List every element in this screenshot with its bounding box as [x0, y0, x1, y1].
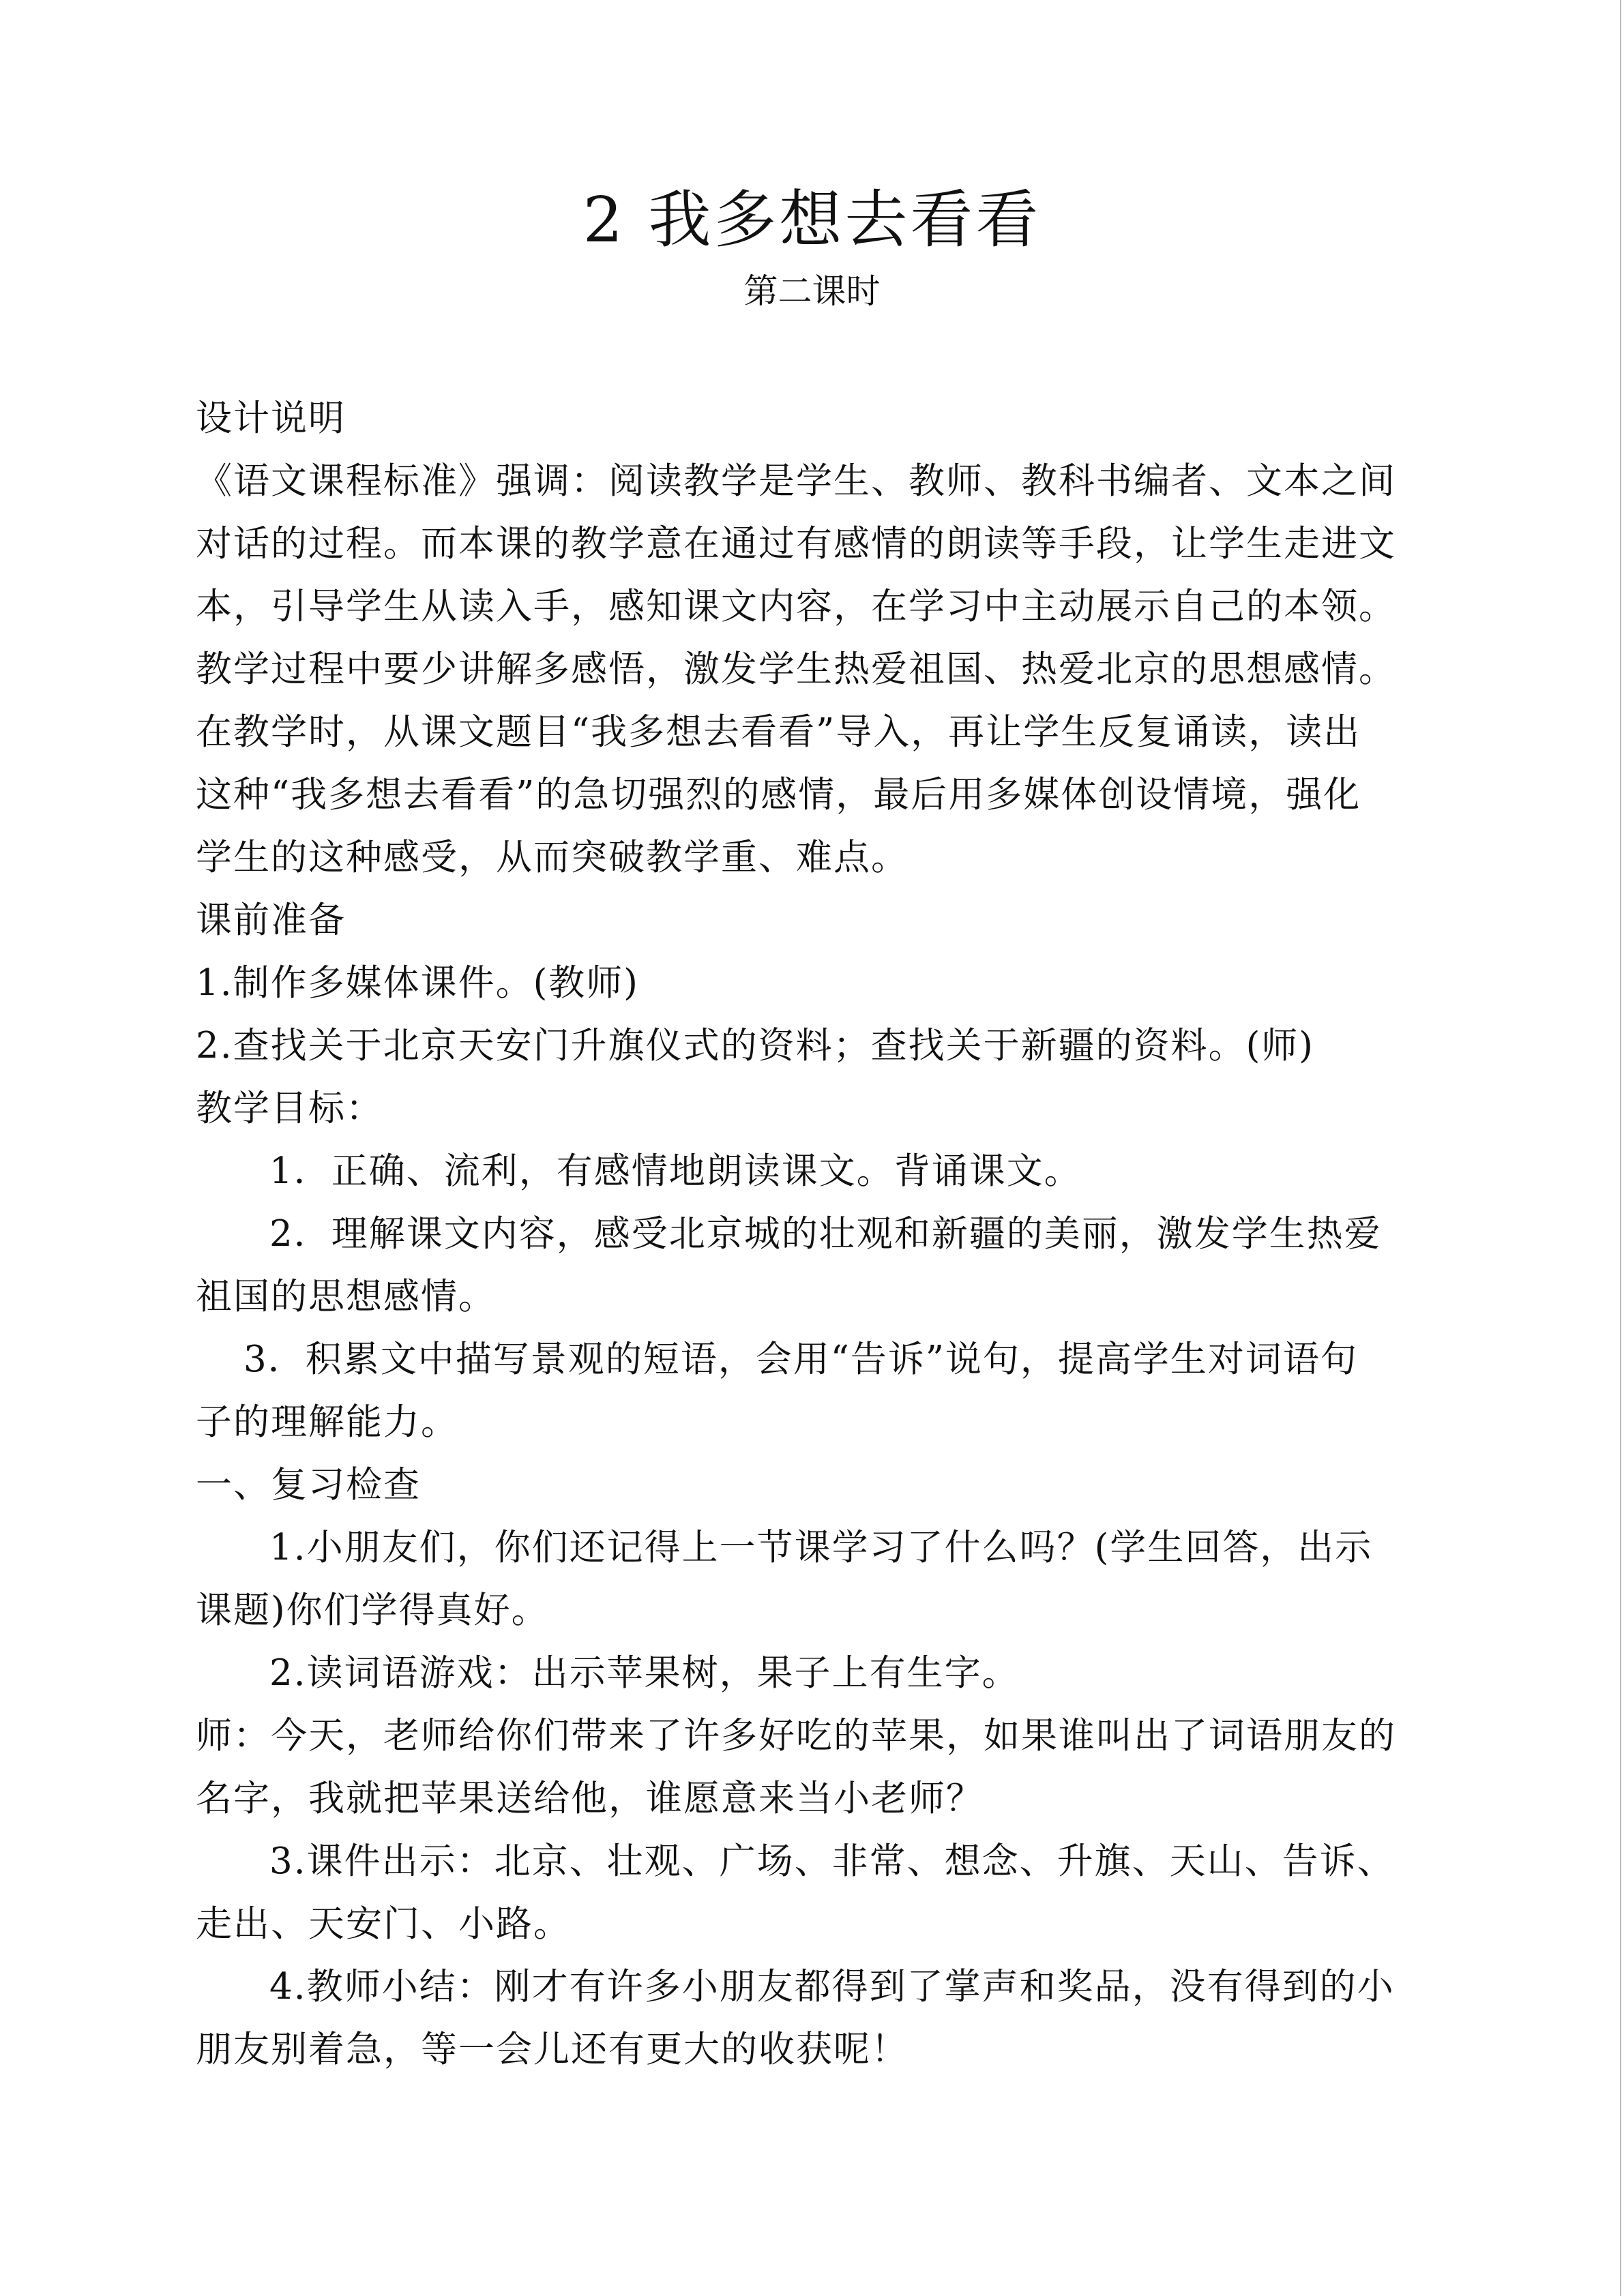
document-subtitle: 第二课时 — [743, 271, 881, 311]
text-line: 名字，我就把苹果送给他，谁愿意来当小老师？ — [196, 1778, 984, 1819]
document-title: 2 我多想去看看 — [582, 183, 1042, 256]
text-line: 课前准备 — [196, 899, 346, 941]
text-line: 4.教师小结：刚才有许多小朋友都得到了掌声和奖品，没有得到的小 — [269, 1966, 1395, 2008]
text-line: 走出、天安门、小路。 — [196, 1903, 571, 1945]
page-edge-line — [1620, 0, 1621, 2296]
text-line: 教学目标： — [196, 1088, 383, 1129]
text-line: 学生的这种感受，从而突破教学重、难点。 — [196, 837, 909, 878]
text-line: 一、复习检查 — [196, 1464, 421, 1506]
document-body — [196, 387, 1423, 2081]
text-line: 对话的过程。而本课的教学意在通过有感情的朗读等手段，让学生走进文 — [196, 523, 1396, 565]
text-line: 2.查找关于北京天安门升旗仪式的资料；查找关于新疆的资料。(师) — [196, 1025, 1314, 1067]
text-line: 1.制作多媒体课件。(教师) — [196, 962, 639, 1004]
text-line: 课题)你们学得真好。 — [196, 1590, 549, 1631]
text-line: 1．正确、流利，有感情地朗读课文。背诵课文。 — [269, 1150, 1082, 1192]
text-line: 祖国的思想感情。 — [196, 1276, 496, 1317]
text-line: 在教学时，从课文题目“我多想去看看”导入，再让学生反复诵读，读出 — [196, 711, 1361, 753]
text-line: 教学过程中要少讲解多感悟，激发学生热爱祖国、热爱北京的思想感情。 — [196, 648, 1396, 690]
text-line: 3．积累文中描写景观的短语，会用“告诉”说句，提高学生对词语句 — [243, 1339, 1358, 1380]
text-line: 师：今天，老师给你们带来了许多好吃的苹果，如果谁叫出了词语朋友的 — [196, 1715, 1396, 1757]
text-line: 设计说明 — [196, 398, 346, 439]
text-line: 2．理解课文内容，感受北京城的壮观和新疆的美丽，激发学生热爱 — [269, 1213, 1382, 1255]
text-line: 《语文课程标准》强调：阅读教学是学生、教师、教科书编者、文本之间 — [196, 460, 1396, 502]
text-line: 朋友别着急，等一会儿还有更大的收获呢！ — [196, 2029, 909, 2070]
text-line: 这种“我多想去看看”的急切强烈的感情，最后用多媒体创设情境，强化 — [196, 774, 1361, 816]
text-line: 本，引导学生从读入手，感知课文内容，在学习中主动展示自己的本领。 — [196, 586, 1396, 627]
text-line: 3.课件出示：北京、壮观、广场、非常、想念、升旗、天山、告诉、 — [269, 1840, 1395, 1882]
text-line: 子的理解能力。 — [196, 1401, 458, 1443]
text-line: 1.小朋友们，你们还记得上一节课学习了什么吗？(学生回答，出示 — [269, 1527, 1373, 1568]
text-line: 2.读词语游戏：出示苹果树，果子上有生字。 — [269, 1652, 1020, 1694]
